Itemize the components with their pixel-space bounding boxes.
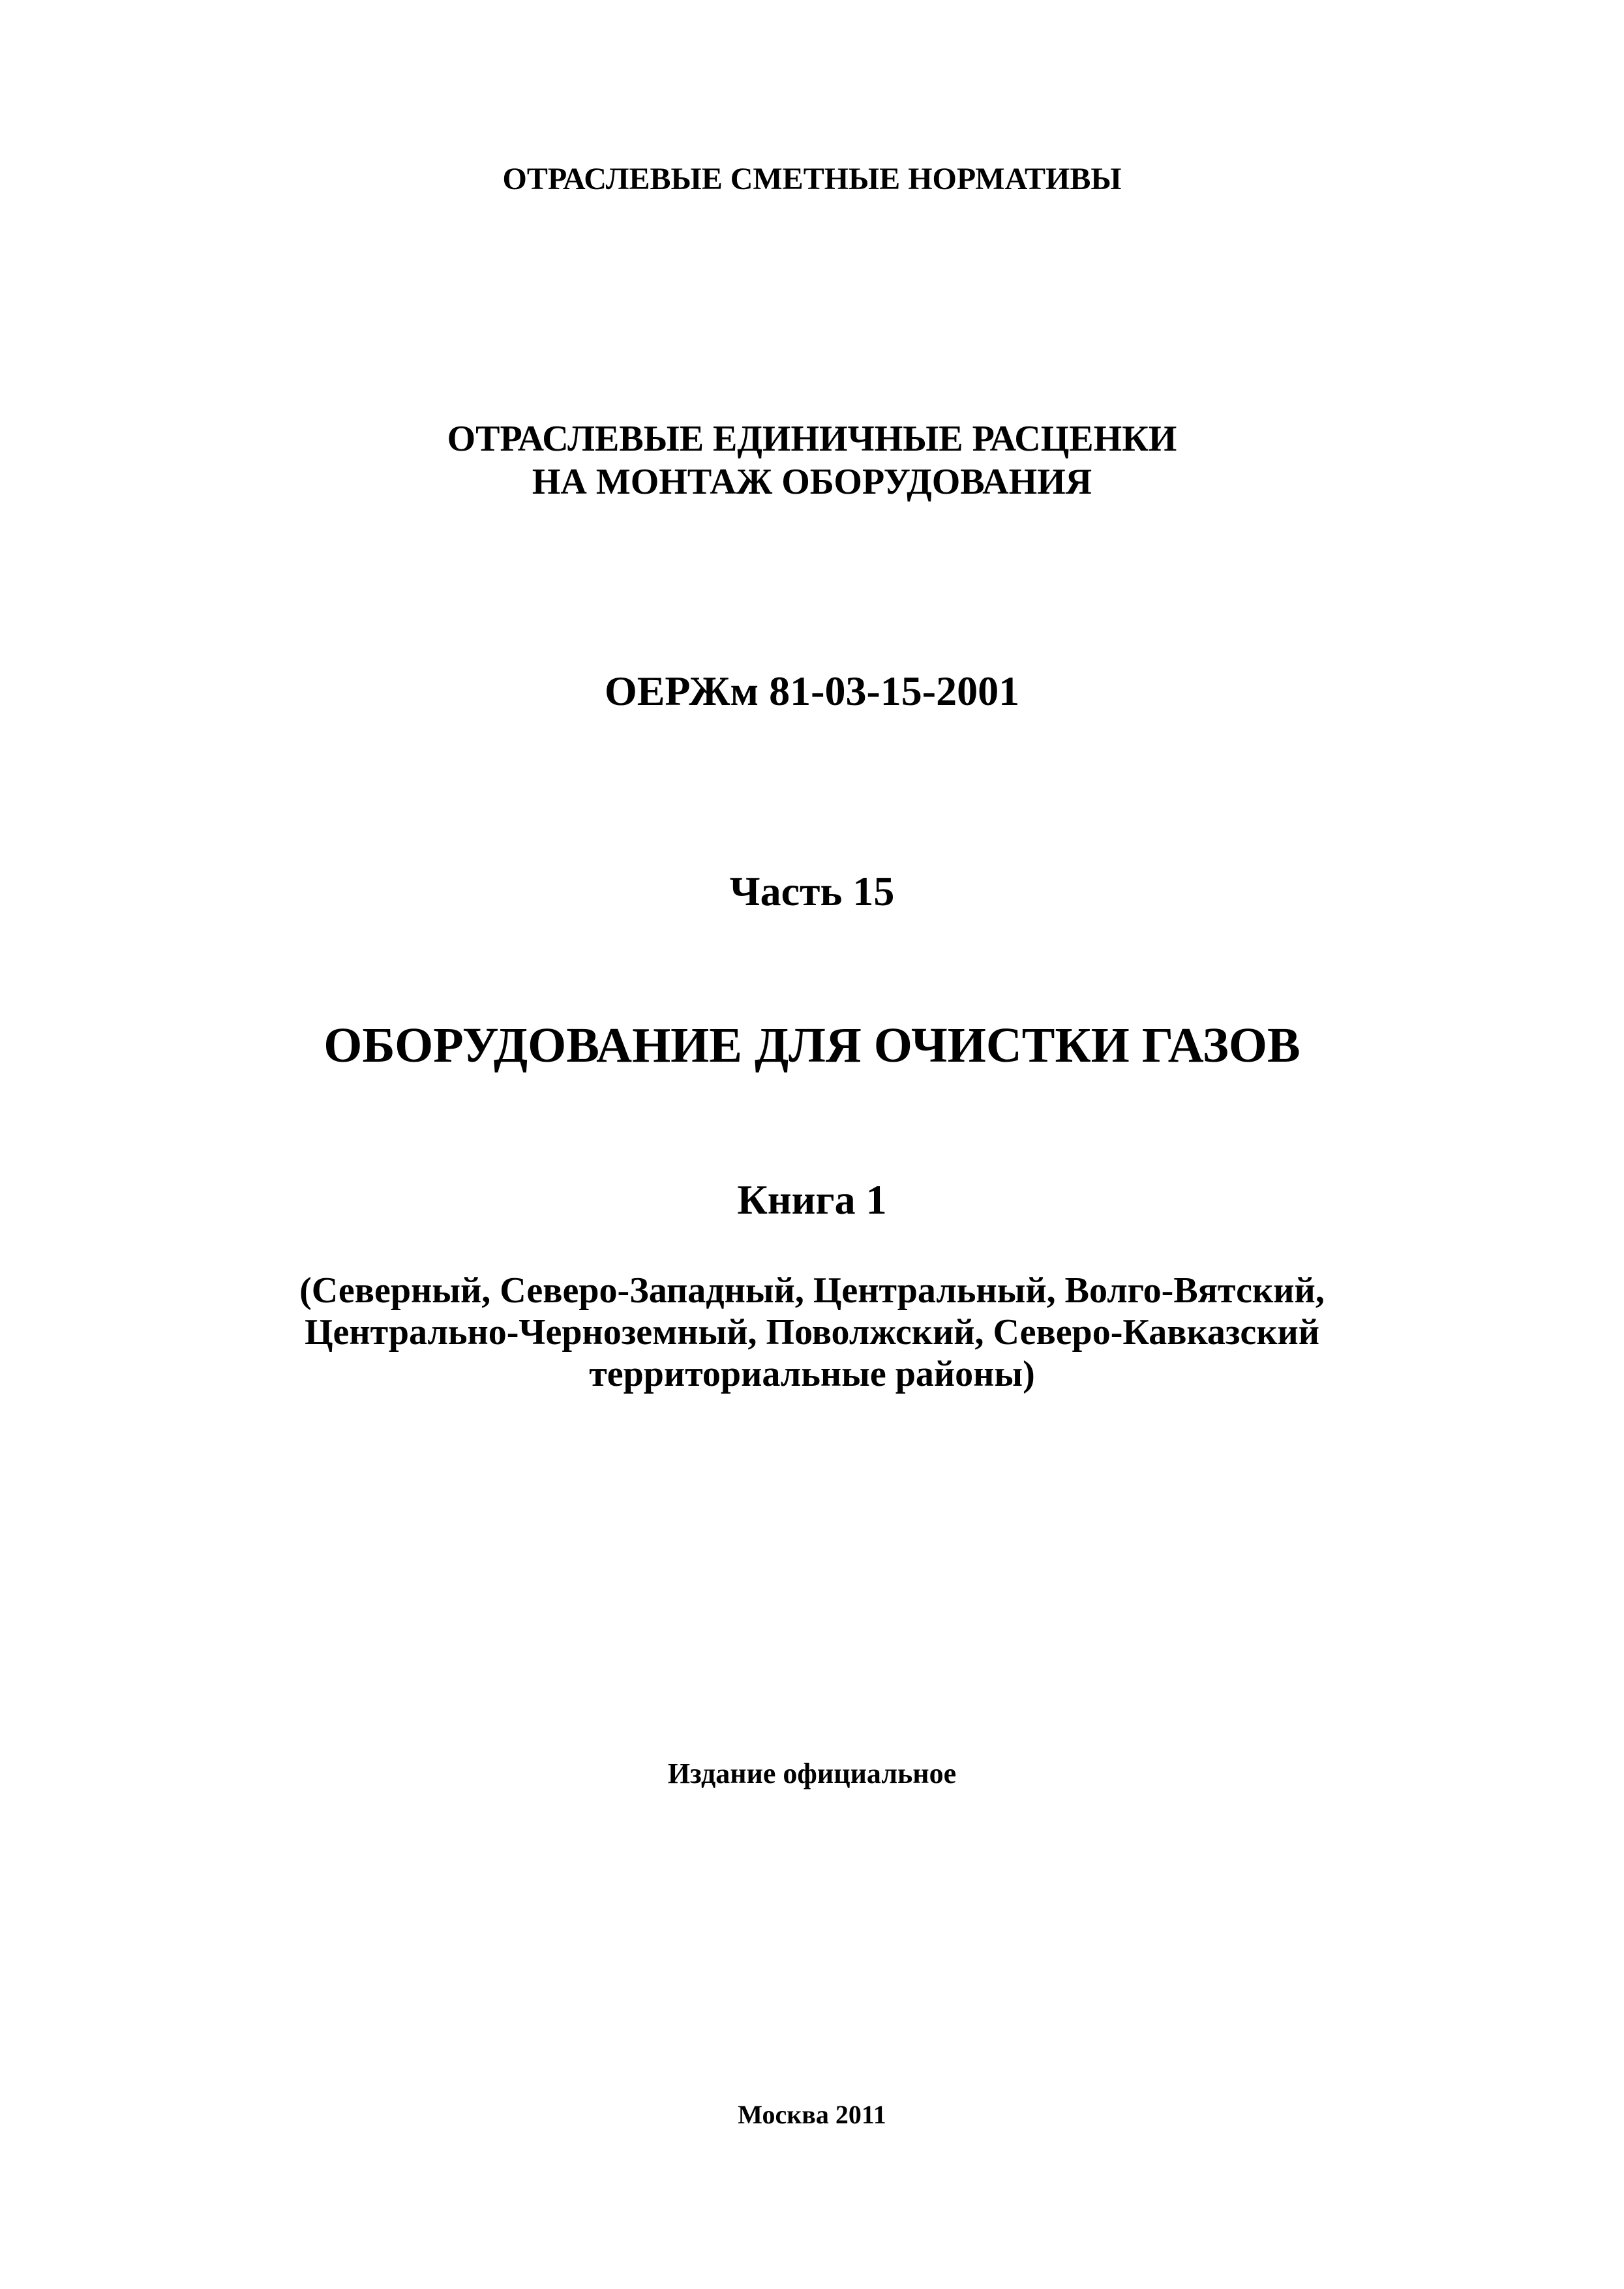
document-title [0,417,1624,503]
book-number: Книга 1 [737,1176,887,1223]
title-line: ОТРАСЛЕВЫЕ ЕДИНИЧНЫЕ РАСЦЕНКИ [447,419,1177,459]
regions-line: Центрально-Черноземный, Поволжский, Северо-Кавказский [304,1312,1320,1353]
regions-note [0,1270,1624,1395]
city-year: Москва 2011 [738,2100,886,2129]
document-code: ОЕРЖм 81-03-15-2001 [604,668,1020,714]
main-title: ОБОРУДОВАНИЕ ДЛЯ ОЧИСТКИ ГАЗОВ [323,1018,1301,1073]
part-number: Часть 15 [729,868,895,914]
regions-line: территориальные районы) [589,1354,1035,1394]
series-heading: ОТРАСЛЕВЫЕ СМЕТНЫЕ НОРМАТИВЫ [502,162,1122,196]
title-line: НА МОНТАЖ ОБОРУДОВАНИЯ [532,462,1092,502]
regions-line: (Северный, Северо-Западный, Центральный, Волго-Вятский, [299,1270,1325,1311]
edition-label: Издание официальное [667,1758,957,1789]
